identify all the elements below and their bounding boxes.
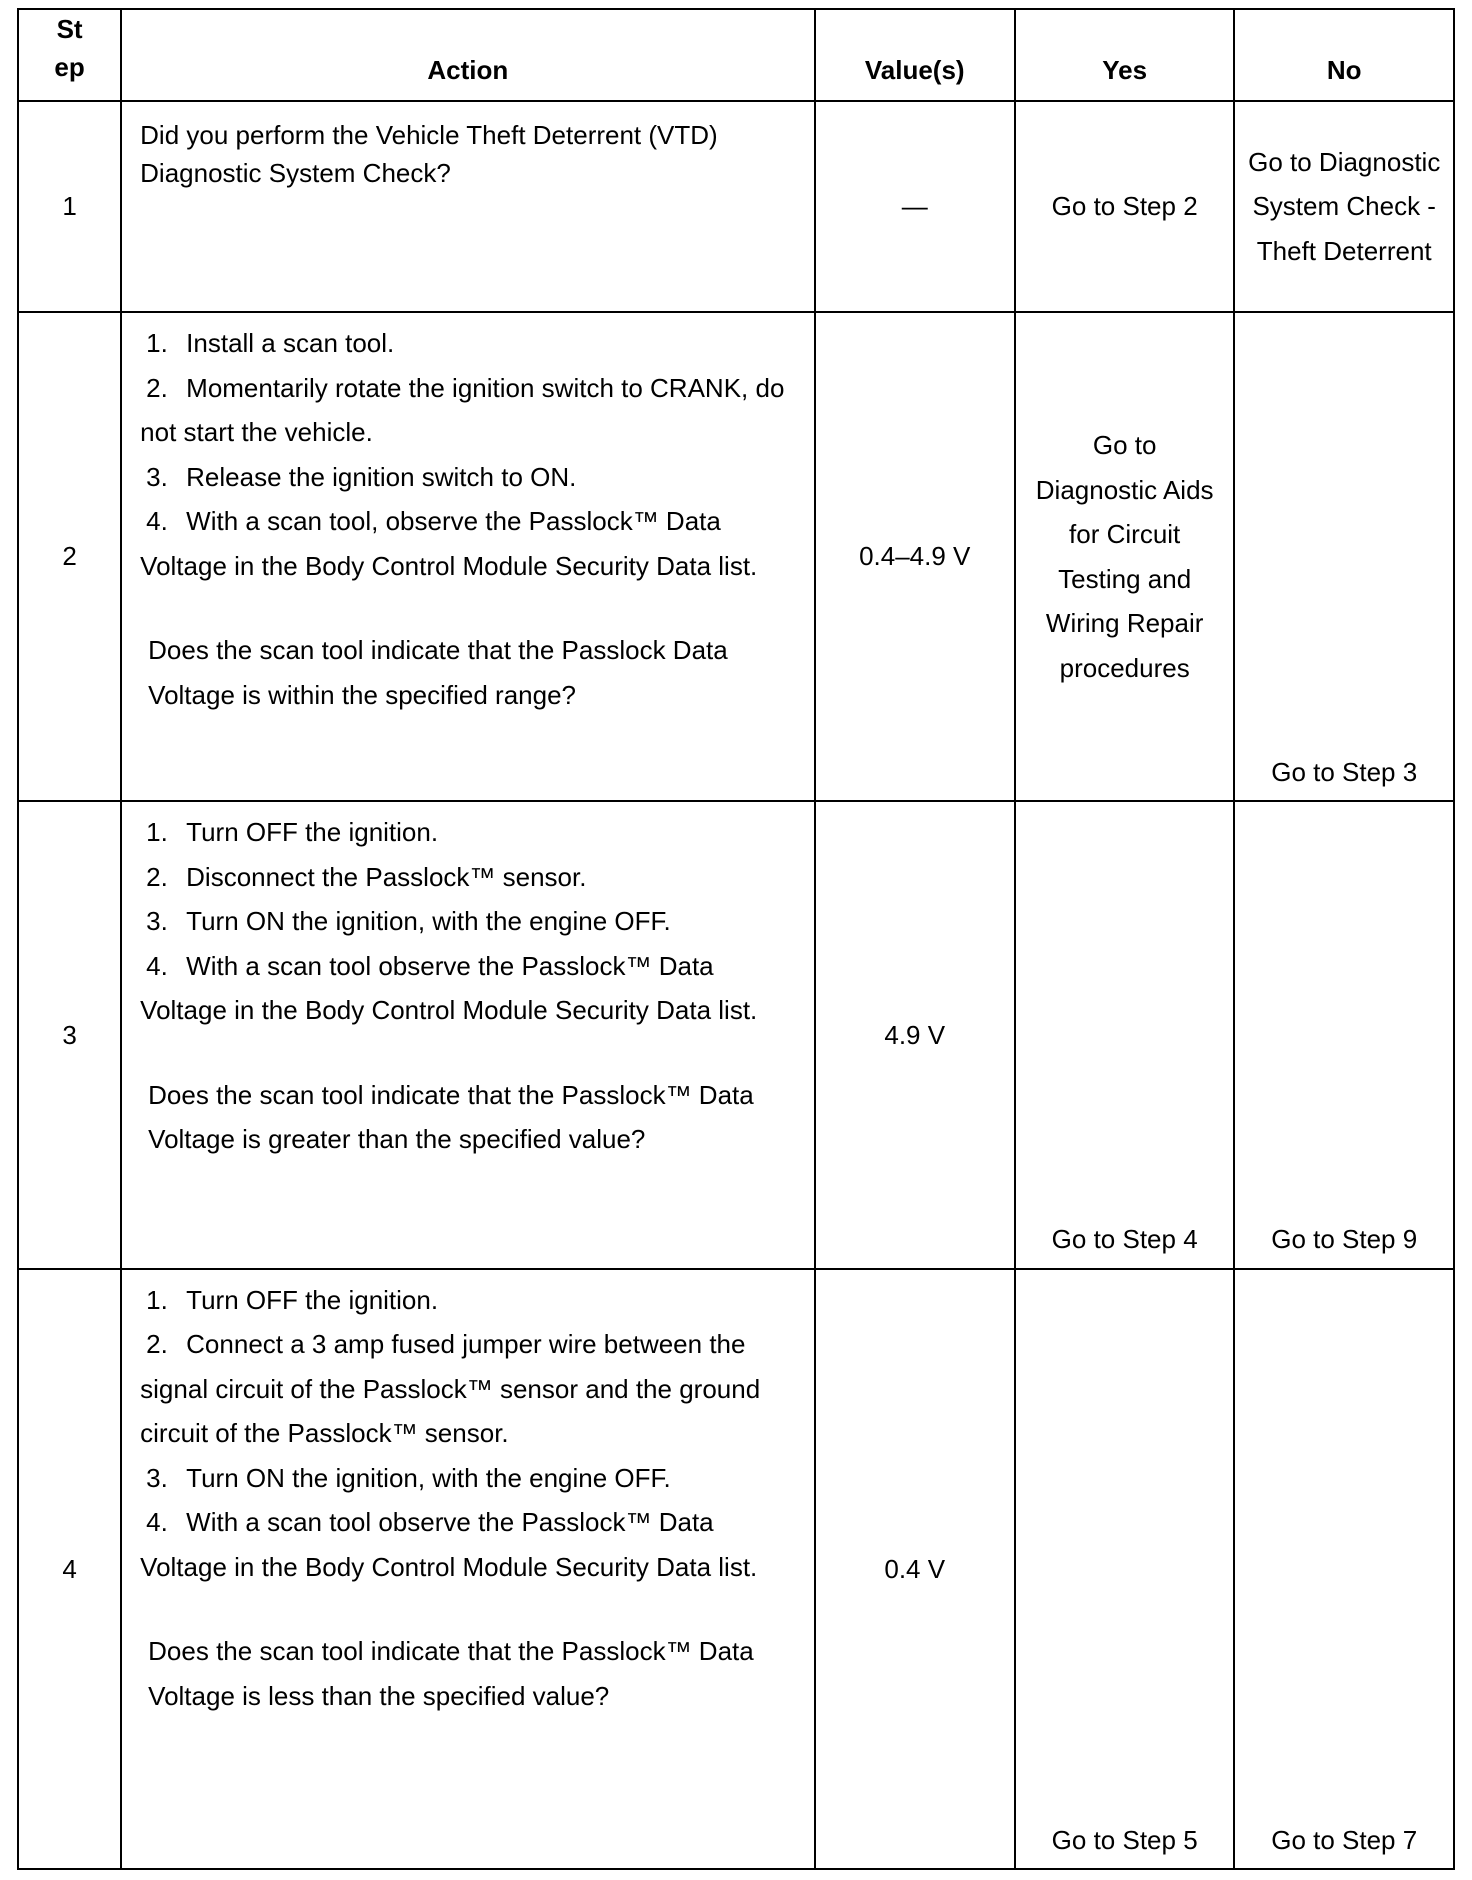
action-item: 4. With a scan tool observe the Passlock™ Data Voltage in the Body Control Module Security Data list.	[140, 1507, 758, 1582]
value-cell: 4.9 V	[815, 801, 1015, 1269]
yes-cell: Go to Step 4	[1015, 801, 1235, 1269]
step-number: 3	[18, 801, 121, 1269]
action-question: Does the scan tool indicate that the Passlock™ Data Voltage is greater than the specified value?	[148, 1079, 754, 1155]
action-item: 4. With a scan tool observe the Passlock™ Data Voltage in the Body Control Module Security Data list.	[140, 950, 758, 1026]
table-row	[18, 1269, 1454, 1869]
action-item: 1. Turn OFF the ignition.	[146, 817, 439, 848]
action-item: 2. Disconnect the Passlock™ sensor.	[146, 861, 587, 892]
action-item: 3. Turn ON the ignition, with the engine OFF.	[146, 906, 671, 937]
no-cell: Go to Step 7	[1234, 1269, 1454, 1869]
action-question: Did you perform the Vehicle Theft Deterrent (VTD) Diagnostic System Check?	[140, 120, 718, 188]
action-item: 1. Turn OFF the ignition.	[146, 1284, 439, 1315]
no-cell: Go to Diagnostic System Check - Theft Deterrent	[1234, 101, 1454, 312]
header-row	[18, 9, 1454, 101]
action-item: 2. Momentarily rotate the ignition switch to CRANK, do not start the vehicle.	[140, 372, 785, 448]
yes-cell: Go to Step 2	[1015, 101, 1235, 312]
step-header: St ep	[18, 9, 121, 101]
step-number: 4	[18, 1269, 121, 1869]
action-cell	[121, 801, 814, 1269]
action-item: 1. Install a scan tool.	[146, 328, 395, 359]
step-number: 1	[18, 101, 121, 312]
action-question: Does the scan tool indicate that the Passlock Data Voltage is within the specified range?	[148, 635, 728, 710]
diagnostic-table	[17, 8, 1455, 1870]
step-number: 2	[18, 312, 121, 801]
action-header: Action	[121, 9, 814, 101]
action-question: Does the scan tool indicate that the Passlock™ Data Voltage is less than the specified value?	[148, 1636, 754, 1711]
no-header: No	[1234, 9, 1454, 101]
action-item: 3. Turn ON the ignition, with the engine OFF.	[146, 1462, 671, 1493]
value-cell: 0.4 V	[815, 1269, 1015, 1869]
values-header: Value(s)	[815, 9, 1015, 101]
table-row	[18, 801, 1454, 1269]
table-row	[18, 312, 1454, 801]
yes-cell: Go to Diagnostic Aids for Circuit Testing and Wiring Repair procedures	[1015, 312, 1235, 801]
yes-cell: Go to Step 5	[1015, 1269, 1235, 1869]
action-cell	[121, 1269, 814, 1869]
action-cell	[121, 312, 814, 801]
action-cell	[121, 101, 814, 312]
action-item: 4. With a scan tool, observe the Passlock™ Data Voltage in the Body Control Module Security Data list.	[140, 506, 758, 581]
value-cell: 0.4–4.9 V	[815, 312, 1015, 801]
no-cell: Go to Step 9	[1234, 801, 1454, 1269]
action-item: 3. Release the ignition switch to ON.	[146, 461, 577, 492]
value-cell: —	[815, 101, 1015, 312]
table-row	[18, 101, 1454, 312]
no-cell: Go to Step 3	[1234, 312, 1454, 801]
action-item: 2. Connect a 3 amp fused jumper wire between the signal circuit of the Passlock™ sensor and the ground circuit of the Passlock™ sensor.	[140, 1329, 761, 1449]
yes-header: Yes	[1015, 9, 1235, 101]
